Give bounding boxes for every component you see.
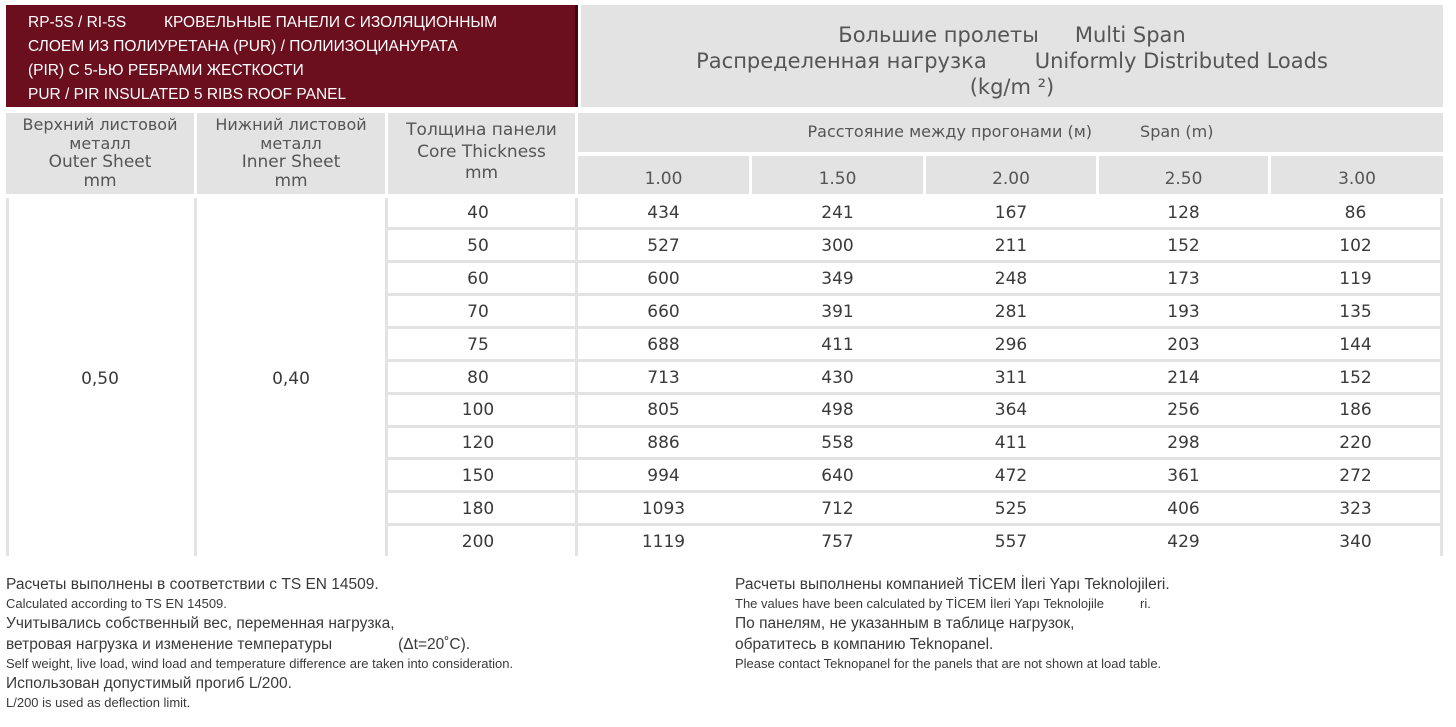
product-code: RP-5S / RI-5S [28, 14, 127, 31]
load-value-cell: 186 [1339, 400, 1372, 420]
inner-sheet-value: 0,40 [272, 369, 310, 389]
load-value-cell: 300 [821, 236, 854, 256]
note-standard-en: Calculated according to TS EN 14509. [6, 596, 227, 611]
span-header-en: Span (m) [1140, 122, 1214, 141]
note-loads-ru: Учитывались собственный вес, переменная нагрузка, [6, 615, 395, 632]
load-value-cell: 1119 [641, 532, 686, 552]
core-thickness-cell: 200 [461, 532, 495, 552]
load-value-cell: 557 [994, 532, 1028, 552]
load-value-cell: 144 [1339, 335, 1372, 355]
title-line-1: КРОВЕЛЬНЫЕ ПАНЕЛИ С ИЗОЛЯЦИОННЫМ [164, 14, 498, 31]
load-value-cell: 558 [821, 433, 854, 453]
title-line-3: (PIR) С 5-ЬЮ РЕБРАМИ ЖЕСТКОСТИ [28, 62, 304, 79]
load-value-cell: 805 [647, 400, 680, 420]
span-value-header: 3.00 [1271, 156, 1443, 194]
core-thickness-header-unit: mm [464, 163, 499, 183]
load-value-cell: 203 [1167, 335, 1200, 355]
load-value-cell: 434 [647, 203, 680, 223]
load-value-cell: 430 [821, 368, 854, 388]
load-value-cell: 193 [1167, 302, 1200, 322]
outer-sheet-header-unit: mm [83, 171, 117, 191]
core-thickness-cell: 75 [467, 335, 489, 355]
note-loads-en: Self weight, live load, wind load and temperature difference are taken into consideration. [6, 656, 514, 671]
core-thickness-cell: 50 [467, 236, 489, 256]
load-value-cell: 173 [1167, 269, 1200, 289]
load-value-cell: 472 [994, 466, 1028, 486]
note-contact-ru-2: обратитесь в компанию Teknopanel. [735, 636, 994, 653]
span-value-header: 1.50 [752, 156, 923, 194]
multi-span-en: Multi Span [1074, 23, 1186, 47]
load-value-cell: 248 [994, 269, 1028, 289]
load-value-cell: 640 [821, 466, 854, 486]
notes-right [735, 574, 1445, 673]
product-title-box [6, 5, 578, 107]
outer-sheet-value: 0,50 [81, 369, 119, 389]
load-value-cell: 757 [821, 532, 854, 552]
load-value-cell: 886 [647, 433, 680, 453]
load-value-cell: 102 [1339, 236, 1372, 256]
note-calculated-en: The values have been calculated by TİCEM İleri Yapı Teknolojile [735, 596, 1105, 611]
core-thickness-cell: 120 [461, 433, 495, 453]
distributed-load-en: Uniformly Distributed Loads [1034, 49, 1328, 73]
load-value-cell: 86 [1344, 203, 1367, 223]
load-value-cell: 364 [994, 400, 1028, 420]
span-header-ru: Расстояние между прогонами (м) [807, 122, 1093, 141]
inner-sheet-header-ru: Нижний листовой металл [215, 115, 367, 153]
load-value-cell: 406 [1167, 499, 1200, 519]
load-value-cell: 298 [1167, 433, 1200, 453]
note-deflection-en: L/200 is used as deflection limit. [6, 695, 191, 710]
load-value-cell: 119 [1339, 269, 1372, 289]
span-value-header: 2.00 [926, 156, 1096, 194]
core-thickness-cell: 150 [461, 466, 495, 486]
load-value-cell: 296 [994, 335, 1028, 355]
notes-left [6, 574, 726, 712]
load-value-cell: 361 [1167, 466, 1200, 486]
core-thickness-cell: 60 [467, 269, 489, 289]
load-value-cell: 600 [647, 269, 680, 289]
load-value-cell: 525 [994, 499, 1028, 519]
core-thickness-header-en: Core Thickness [417, 142, 546, 162]
inner-sheet-header-en: Inner Sheet [241, 152, 341, 172]
load-value-cell: 429 [1167, 532, 1200, 552]
load-value-cell: 214 [1167, 368, 1200, 388]
load-value-cell: 712 [821, 499, 854, 519]
load-value-cell: 660 [647, 302, 680, 322]
distributed-load-ru: Распределенная нагрузка [696, 49, 987, 73]
title-line-4: PUR / PIR INSULATED 5 RIBS ROOF PANEL [28, 86, 347, 103]
load-value-cell: 128 [1167, 203, 1200, 223]
load-value-cell: 1093 [641, 499, 686, 519]
note-contact-ru: По панелям, не указанным в таблице нагрузок, [735, 615, 1075, 632]
note-calculated-en-end: ri. [1140, 596, 1151, 611]
load-unit: (kg/m ²) [969, 75, 1055, 99]
outer-sheet-header [6, 113, 194, 194]
outer-sheet-header-en: Outer Sheet [48, 152, 152, 172]
span-header [578, 113, 1443, 152]
load-value-cell: 272 [1339, 466, 1372, 486]
span-value-header: 1.00 [578, 156, 749, 194]
span-value-header: 2.50 [1099, 156, 1268, 194]
load-value-cell: 152 [1167, 236, 1200, 256]
load-description-box [581, 5, 1443, 107]
load-value-cell: 323 [1339, 499, 1372, 519]
note-calculated-ru: Расчеты выполнены компанией TİCEM İleri Yapı Teknolojileri. [735, 576, 1170, 593]
core-thickness-cell: 40 [467, 203, 489, 223]
core-thickness-header-ru: Толщина панели [406, 120, 557, 140]
title-line-2: СЛОЕМ ИЗ ПОЛИУРЕТАНА (PUR) / ПОЛИИЗОЦИАНУРАТА [28, 38, 458, 55]
outer-sheet-header-ru: Верхний листовой металл [22, 115, 178, 153]
load-value-cell: 498 [821, 400, 854, 420]
inner-sheet-header-unit: mm [274, 171, 308, 191]
load-value-cell: 220 [1339, 433, 1372, 453]
load-value-cell: 340 [1339, 532, 1372, 552]
inner-sheet-header [197, 113, 385, 194]
load-value-cell: 311 [994, 368, 1028, 388]
table-divider [1440, 198, 1443, 556]
load-value-cell: 135 [1339, 302, 1372, 322]
core-thickness-cell: 70 [467, 302, 489, 322]
note-temperature: (Δt=20˚C). [398, 636, 471, 653]
load-value-cell: 349 [821, 269, 854, 289]
load-value-cell: 713 [647, 368, 680, 388]
load-value-cell: 994 [647, 466, 680, 486]
core-thickness-cell: 100 [461, 400, 495, 420]
note-standard-ru: Расчеты выполнены в соответствии с TS EN 14509. [6, 576, 379, 593]
core-thickness-header [388, 113, 575, 194]
note-contact-en: Please contact Teknopanel for the panels that are not shown at load table. [735, 656, 1162, 671]
load-value-cell: 152 [1339, 368, 1372, 388]
load-value-cell: 167 [994, 203, 1028, 223]
load-value-cell: 527 [647, 236, 680, 256]
load-value-cell: 281 [994, 302, 1028, 322]
multi-span-ru: Большие пролеты [838, 23, 1039, 47]
core-thickness-cell: 80 [467, 368, 489, 388]
load-value-cell: 391 [821, 302, 854, 322]
load-value-cell: 411 [994, 433, 1028, 453]
load-value-cell: 211 [994, 236, 1028, 256]
core-thickness-cell: 180 [461, 499, 495, 519]
load-value-cell: 688 [647, 335, 680, 355]
load-value-cell: 411 [821, 335, 854, 355]
note-loads-ru-2: ветровая нагрузка и изменение температуры [6, 636, 333, 653]
load-value-cell: 241 [821, 203, 854, 223]
load-value-cell: 256 [1167, 400, 1200, 420]
note-deflection-ru: Использован допустимый прогиб L/200. [6, 675, 292, 692]
